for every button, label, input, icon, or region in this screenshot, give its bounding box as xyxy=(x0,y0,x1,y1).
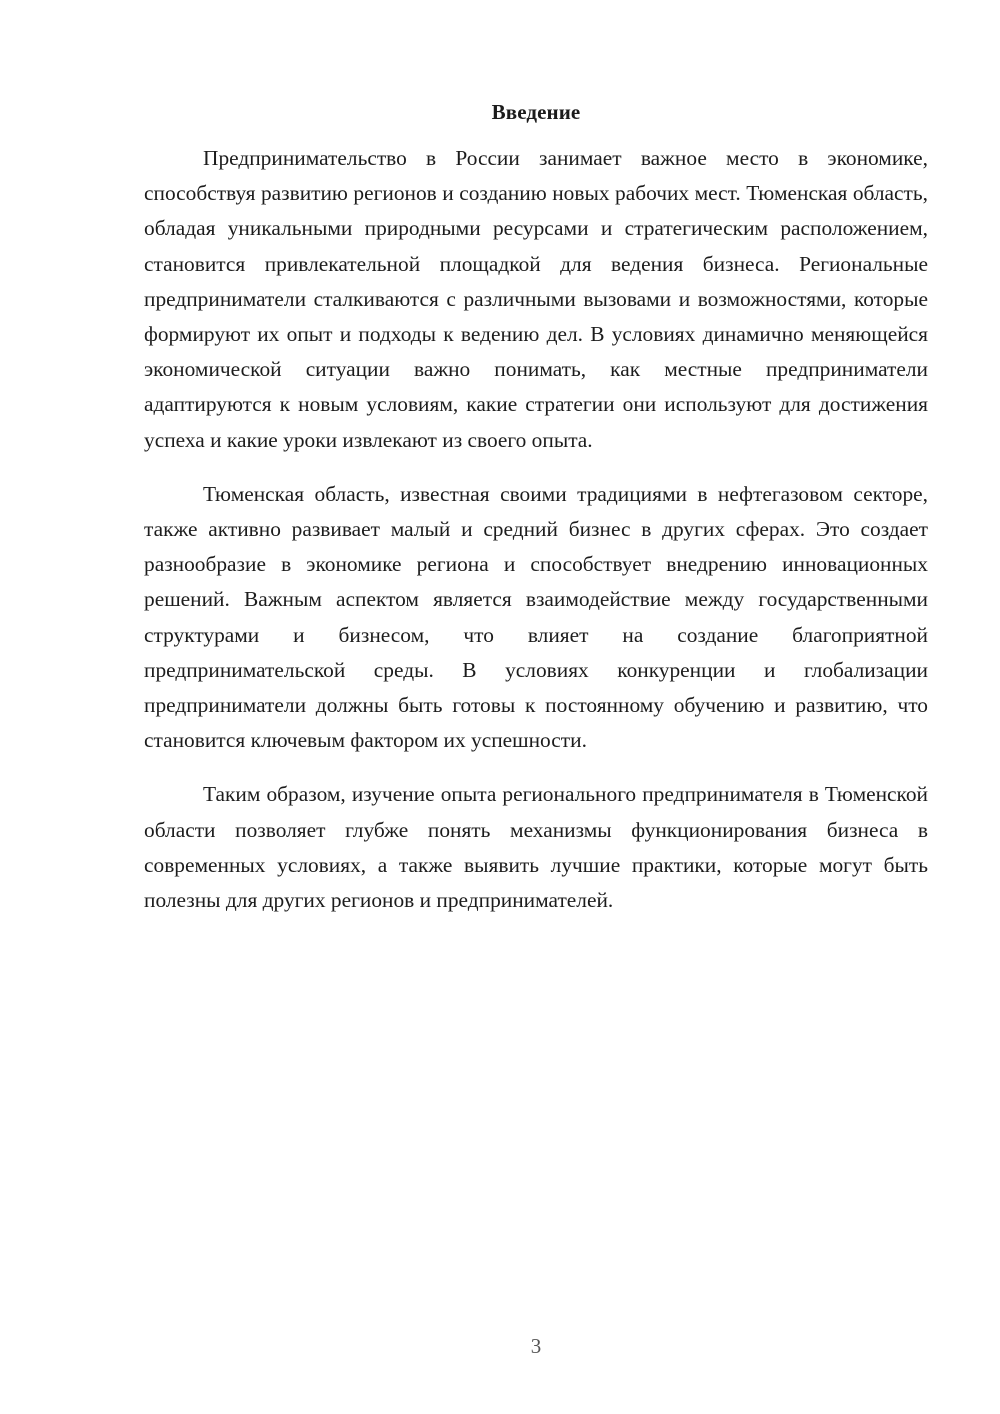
paragraph-2: Тюменская область, известная своими традициями в нефтегазовом секторе, также активно развивает малый и средний бизнес в других сферах. Это создает разнообразие в экономике региона и способствует внедрению инновационных решений. Важным аспектом является взаимодействие между государственными структурами и бизнесом, что влияет на создание благоприятной предпринимательской среды. В условиях конкуренции и глобализации предприниматели должны быть готовы к постоянному обучению и развитию, что становится ключевым фактором их успешности. xyxy=(144,481,928,753)
paragraph-3: Таким образом, изучение опыта регионального предпринимателя в Тюменской области позволяет глубже понять механизмы функционирования бизнеса в современных условиях, а также выявить лучшие практики, которые могут быть полезны для других регионов и предпринимателей. xyxy=(144,782,928,913)
body-text xyxy=(144,141,928,918)
page-number: 3 xyxy=(530,1334,542,1358)
paragraph-1: Предпринимательство в России занимает важное место в экономике, способствуя развитию регионов и созданию новых рабочих мест. Тюменская область, обладая уникальными природными ресурсами и стратегическим расположением, становится привлекательной площадкой для ведения бизнеса. Региональные предприниматели сталкиваются с различными вызовами и возможностями, которые формируют их опыт и подходы к ведению дел. В условиях динамично меняющейся экономической ситуации важно понимать, как местные предприниматели адаптируются к новым условиям, какие стратегии они используют для достижения успеха и какие уроки извлекают из своего опыта. xyxy=(144,146,928,452)
section-heading: Введение xyxy=(491,100,581,124)
